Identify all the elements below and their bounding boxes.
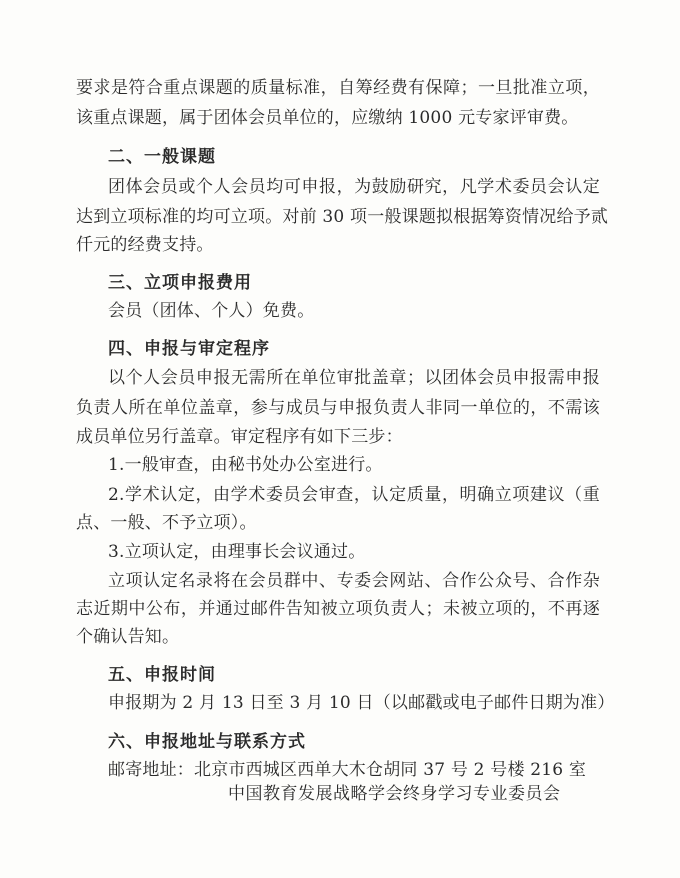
list-item: 1.一般审查，由秘书处办公室进行。 [108,455,383,475]
paragraph-line: 会员（团体、个人）免费。 [108,301,315,321]
paragraph-line: 志近期中公布，并通过邮件告知被立项负责人；未被立项的，不再逐 [76,599,600,619]
section-heading-fees: 三、立项申报费用 [108,273,252,293]
list-item: 2.学术认定，由学术委员会审查，认定质量，明确立项建议（重 [108,485,600,505]
paragraph-line: 团体会员或个人会员均可申报，为鼓励研究，凡学术委员会认定 [108,177,600,197]
mailing-address: 邮寄地址：北京市西城区西单大木仓胡同 37 号 2 号楼 216 室 [108,760,587,780]
list-item: 3.立项认定，由理事长会议通过。 [108,542,366,562]
paragraph-line: 申报期为 2 月 13 日至 3 月 10 日（以邮戳或电子邮件日期为准） [108,693,615,713]
paragraph-line: 个确认告知。 [76,627,180,647]
section-heading-time: 五、申报时间 [108,665,216,685]
paragraph-line: 达到立项标准的均可立项。对前 30 项一般课题拟根据筹资情况给予贰 [76,207,609,227]
paragraph-line: 点、一般、不予立项）。 [76,513,257,533]
paragraph-line: 以个人会员申报无需所在单位审批盖章；以团体会员申报需申报 [108,368,600,388]
paragraph-line: 该重点课题，属于团体会员单位的，应缴纳 1000 元专家评审费。 [76,108,579,128]
paragraph-line: 仟元的经费支持。 [76,235,214,255]
paragraph-line: 负责人所在单位盖章，参与成员与申报负责人非同一单位的，不需该 [76,398,600,418]
section-heading-contact: 六、申报地址与联系方式 [108,732,306,752]
paragraph-line: 立项认定名录将在会员群中、专委会网站、合作公众号、合作杂 [108,571,600,591]
section-heading-general-topics: 二、一般课题 [108,147,216,167]
section-heading-procedure: 四、申报与审定程序 [108,339,270,359]
paragraph-line: 要求是符合重点课题的质量标准，自筹经费有保障；一旦批准立项， [76,78,600,98]
paragraph-line: 成员单位另行盖章。审定程序有如下三步： [76,427,403,447]
committee-signature: 中国教育发展战略学会终身学习专业委员会 [228,784,561,804]
